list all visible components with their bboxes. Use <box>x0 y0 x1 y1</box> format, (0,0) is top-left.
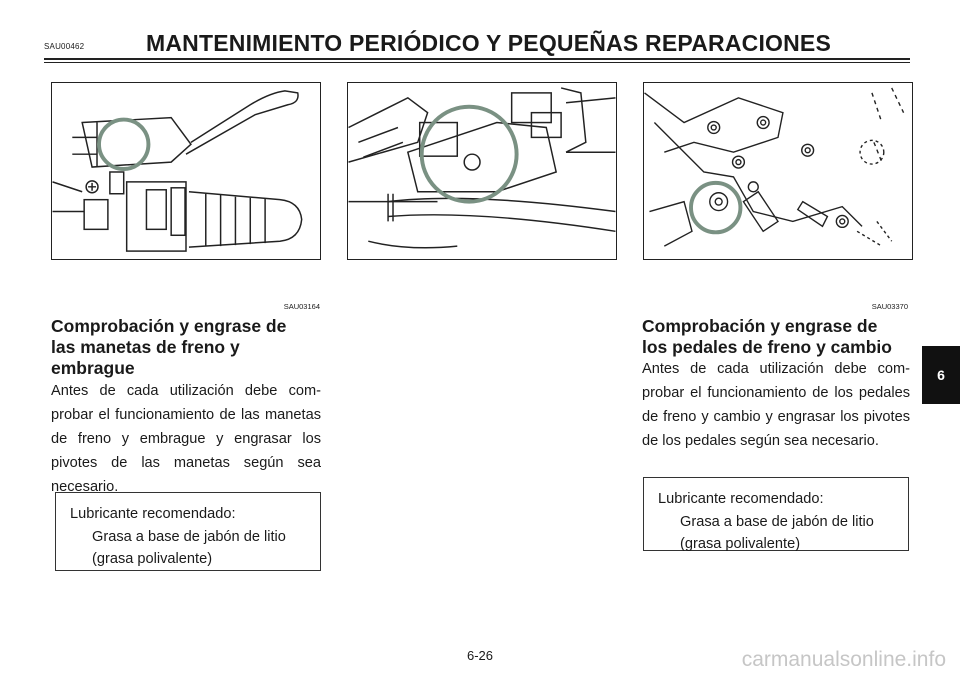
section-code: SAU03370 <box>871 302 908 311</box>
section-heading-levers <box>51 316 286 379</box>
heading-line: los pedales de freno y cambio <box>642 337 892 357</box>
section-body-levers: Antes de cada utilización debe com-probar el funcionamiento de las manetas de freno y embrague y engrasar los pivotes de las manetas según sea necesario. <box>51 383 321 495</box>
pedals-illustration <box>643 82 913 260</box>
clutch-lever-illustration <box>347 82 617 260</box>
header-code: SAU00462 <box>44 42 85 51</box>
lubricant-box-levers <box>55 492 321 571</box>
watermark: carmanualsonline.info <box>741 648 946 671</box>
lubricant-value-line: Grasa a base de jabón de litio <box>92 528 286 545</box>
page-title: MANTENIMIENTO PERIÓDICO Y PEQUEÑAS REPARACIONES <box>146 30 832 56</box>
section-code: SAU03164 <box>283 302 320 311</box>
lubricant-value-line: Grasa a base de jabón de litio <box>680 513 874 530</box>
heading-line: Comprobación y engrase de <box>642 316 878 336</box>
section-heading-pedals <box>642 316 892 358</box>
lubricant-label: Lubricante recomendado: <box>658 491 824 507</box>
lubricant-label: Lubricante recomendado: <box>70 506 236 522</box>
section-body-pedals: Antes de cada utilización debe com-probar el funcionamiento de los pedales de freno y cambio y engrasar los pivotes de los pedales según sea necesario. <box>642 361 910 449</box>
lubricant-value-line: (grasa polivalente) <box>92 551 213 567</box>
heading-line: embrague <box>51 358 135 378</box>
heading-line: Comprobación y engrase de <box>51 316 287 336</box>
page-number: 6-26 <box>466 648 494 663</box>
brake-lever-illustration <box>51 82 321 260</box>
header-rule-thin <box>44 62 910 63</box>
heading-line: las manetas de freno y <box>51 337 240 357</box>
chapter-tab: 6 <box>922 346 960 404</box>
lubricant-box-pedals <box>643 477 909 551</box>
lubricant-value-line: (grasa polivalente) <box>680 536 801 552</box>
header-rule <box>44 58 910 60</box>
